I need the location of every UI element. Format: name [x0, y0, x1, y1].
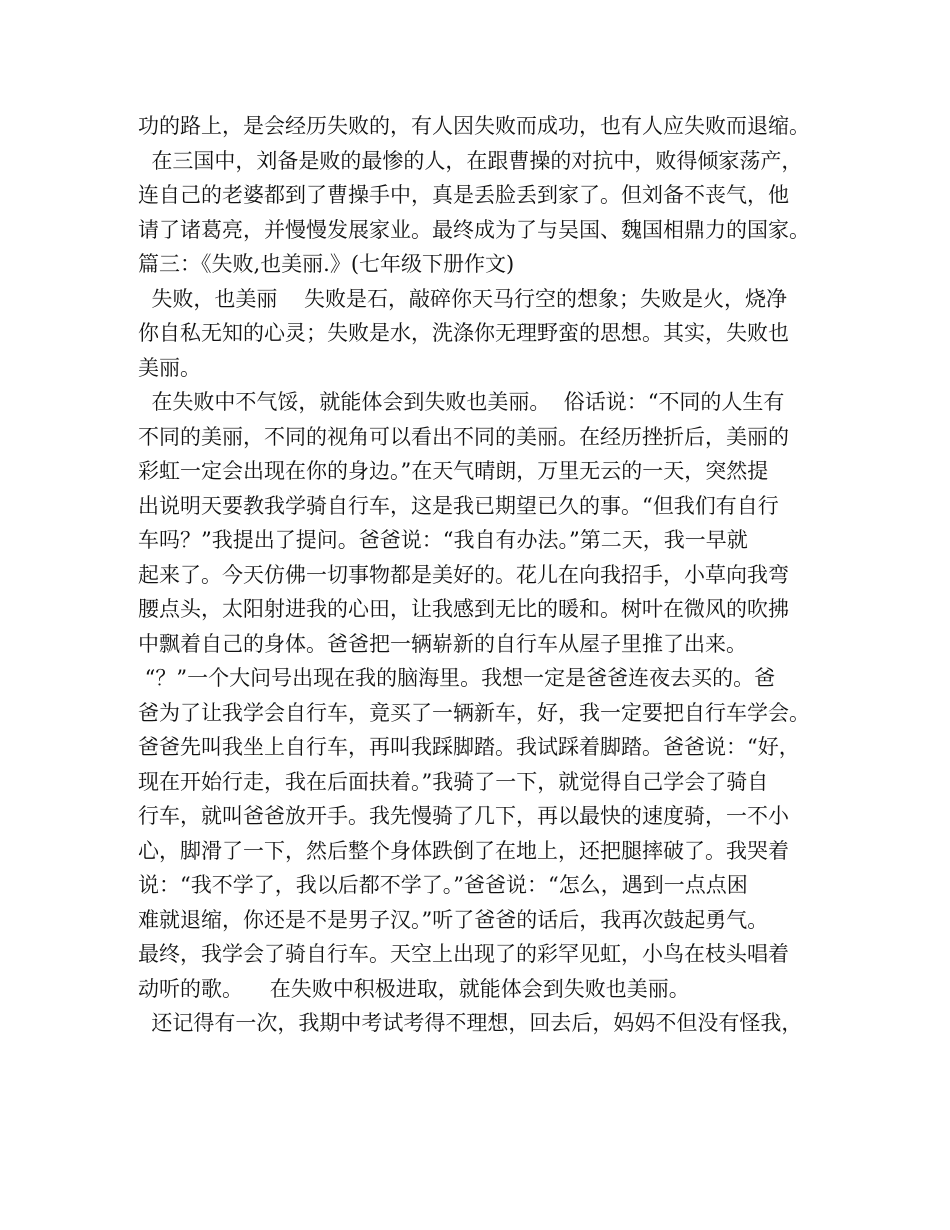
text-line: 腰点头，太阳射进我的心田，让我感到无比的暖和。树叶在微风的吹拂	[138, 597, 789, 621]
text-line: 在三国中，刘备是败的最惨的人，在跟曹操的对抗中，败得倾家荡产，	[138, 148, 803, 173]
text-line: 行车，就叫爸爸放开手。我先慢骑了几下，再以最快的速度骑，一不小	[138, 804, 789, 828]
text-line: 失败，也美丽 失败是石，敲碎你天马行空的想象；失败是火，烧净	[138, 286, 788, 311]
text-line: “？”一个大问号出现在我的脑海里。我想一定是爸爸连夜去买的。爸	[138, 666, 776, 690]
text-line: 在失败中不气馁，就能体会到失败也美丽。 俗话说：“不同的人生有	[138, 390, 785, 414]
text-line: 爸为了让我学会自行车，竟买了一辆新车，好，我一定要把自行车学会。	[138, 700, 810, 725]
text-line: 出说明天要教我学骑自行车，这是我已期望已久的事。“但我们有自行	[138, 493, 779, 518]
text-line: 最终，我学会了骑自行车。天空上出现了的彩罕见虹，小鸟在枝头唱着	[138, 942, 789, 966]
section-heading-line: 篇三：《失败,也美丽.》(七年级下册作文)	[138, 252, 515, 276]
text-line: 车吗？”我提出了提问。爸爸说：“我自有办法。”第二天，我一早就	[138, 528, 748, 552]
text-line: 中飘着自己的身体。爸爸把一辆崭新的自行车从屋子里推了出来。	[138, 631, 747, 656]
text-line: 请了诸葛亮，并慢慢发展家业。最终成为了与吴国、魏国相鼎力的国家。	[138, 217, 810, 242]
text-line: 心，脚滑了一下，然后整个身体跌倒了在地上，还把腿摔破了。我哭着	[138, 838, 789, 863]
text-line: 爸爸先叫我坐上自行车，再叫我踩脚踏。我试踩着脚踏。爸爸说：“好，	[138, 735, 800, 759]
text-line: 彩虹一定会出现在你的身边。”在天气晴朗，万里无云的一天，突然提	[138, 459, 769, 483]
text-line: 不同的美丽，不同的视角可以看出不同的美丽。在经历挫折后，美丽的	[138, 424, 789, 449]
text-line: 连自己的老婆都到了曹操手中，真是丢脸丢到家了。但刘备不丧气，他	[138, 183, 789, 207]
text-line: 说：“我不学了，我以后都不学了。”爸爸说：“怎么，遇到一点点困	[138, 873, 748, 897]
text-line: 功的路上，是会经历失败的，有人因失败而成功，也有人应失败而退缩。	[138, 114, 810, 138]
text-line: 现在开始行走，我在后面扶着。”我骑了一下，就觉得自己学会了骑自	[138, 769, 769, 794]
text-line: 难就退缩，你还是不是男子汉。”听了爸爸的话后，我再次鼓起勇气。	[138, 907, 769, 932]
text-line: 动听的歌。 在失败中积极进取，就能体会到失败也美丽。	[138, 976, 690, 1001]
text-line: 你自私无知的心灵；失败是水，洗涤你无理野蛮的思想。其实，失败也	[138, 321, 789, 345]
text-line: 还记得有一次，我期中考试考得不理想，回去后，妈妈不但没有怪我，	[138, 1011, 803, 1035]
text-line: 起来了。今天仿佛一切事物都是美好的。花儿在向我招手，小草向我弯	[138, 562, 789, 587]
essay-text-block	[138, 109, 838, 1041]
text-line: 美丽。	[138, 355, 201, 380]
